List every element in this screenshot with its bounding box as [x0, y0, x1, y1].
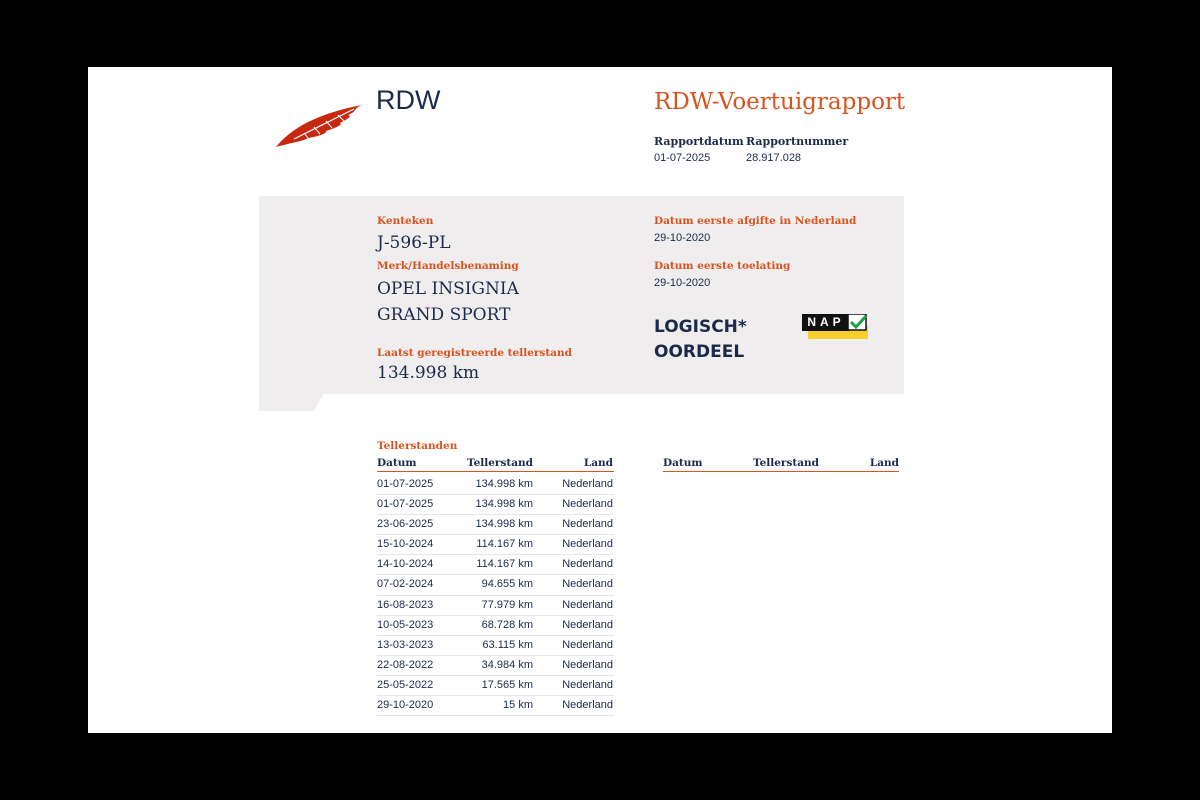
nap-logo-text: NAP [807, 315, 845, 329]
report-date: 01-07-2025 [654, 152, 711, 164]
plate-value: J-596-PL [377, 233, 451, 253]
report-date-label: Rapportdatum [654, 135, 744, 148]
row-date: 10-05-2023 [377, 618, 434, 631]
row-country: Nederland [562, 618, 613, 631]
report-page [88, 67, 1112, 733]
plate-label: Kenteken [377, 215, 434, 227]
table-row [377, 656, 614, 676]
first-issue-nl-value: 29-10-2020 [654, 232, 711, 244]
row-date: 01-07-2025 [377, 478, 434, 490]
report-number: 28.917.028 [746, 152, 802, 164]
col-km-header-right: Tellerstand [752, 457, 819, 469]
report-number-label: Rapportnummer [746, 135, 849, 148]
row-km: 134.998 km [475, 518, 533, 531]
make-line2: GRAND SPORT [377, 305, 511, 325]
row-date: 29-10-2020 [377, 699, 434, 712]
row-km: 134.998 km [475, 498, 533, 511]
vehicle-summary-panel [259, 196, 904, 411]
first-issue-nl-label: Datum eerste afgifte in Nederland [654, 215, 857, 227]
rdw-feather-logo-icon [274, 101, 364, 149]
row-km: 94.655 km [481, 578, 533, 591]
row-date: 15-10-2024 [377, 538, 434, 551]
row-km: 114.167 km [476, 538, 533, 551]
row-km: 17.565 km [481, 678, 533, 691]
table-row [377, 555, 614, 575]
table-row [377, 696, 614, 716]
row-country: Nederland [562, 658, 613, 671]
row-country: Nederland [562, 699, 613, 712]
row-country: Nederland [562, 498, 613, 511]
table-row [377, 575, 614, 595]
col-km-header: Tellerstand [466, 457, 533, 469]
row-km: 68.728 km [481, 618, 533, 631]
table-row [377, 596, 614, 616]
table-header-right [663, 457, 899, 472]
make-line1: OPEL INSIGNIA [377, 279, 519, 299]
verdict [654, 315, 747, 365]
row-date: 16-08-2023 [377, 598, 434, 611]
make-label: Merk/Handelsbenaming [377, 260, 519, 272]
odometer-table-body [377, 475, 614, 716]
odometer-value: 134.998 km [377, 363, 480, 383]
row-country: Nederland [562, 558, 613, 571]
brand-name: RDW [376, 85, 441, 115]
check-icon [848, 314, 868, 332]
nap-check-icon [802, 314, 870, 341]
verdict-line2: OORDEEL [654, 342, 745, 362]
col-date-header: Datum [377, 457, 417, 469]
row-country: Nederland [562, 678, 613, 691]
row-country: Nederland [562, 638, 613, 651]
col-country-header: Land [583, 457, 613, 469]
first-admission-value: 29-10-2020 [654, 277, 711, 289]
table-row [377, 616, 614, 636]
table-row [377, 495, 614, 515]
row-date: 14-10-2024 [377, 558, 434, 571]
row-country: Nederland [562, 598, 613, 611]
col-country-header-right: Land [869, 457, 899, 469]
row-country: Nederland [562, 538, 613, 551]
row-country: Nederland [562, 478, 613, 490]
table-row [377, 515, 614, 535]
row-date: 13-03-2023 [377, 638, 434, 651]
row-date: 25-05-2022 [377, 678, 434, 691]
row-date: 23-06-2025 [377, 518, 434, 531]
row-date: 01-07-2025 [377, 498, 434, 511]
odometer-label: Laatst geregistreerde tellerstand [377, 347, 572, 359]
verdict-line1: LOGISCH* [654, 317, 747, 337]
row-km: 114.167 km [476, 558, 533, 571]
table-row [377, 475, 614, 495]
row-date: 07-02-2024 [377, 578, 434, 591]
col-date-header-right: Datum [663, 457, 703, 469]
row-km: 15 km [503, 699, 533, 712]
row-km: 63.115 km [482, 638, 533, 651]
table-title: Tellerstanden [377, 440, 458, 452]
row-km: 34.984 km [481, 658, 533, 671]
row-country: Nederland [562, 578, 613, 591]
table-header-left [377, 457, 614, 472]
row-date: 22-08-2022 [377, 658, 434, 671]
row-km: 134.998 km [475, 478, 533, 490]
report-title: RDW-Voertuigrapport [654, 89, 906, 115]
table-row [377, 676, 614, 696]
row-km: 77.979 km [481, 598, 533, 611]
table-row [377, 636, 614, 656]
first-admission-label: Datum eerste toelating [654, 260, 791, 272]
table-row [377, 535, 614, 555]
row-country: Nederland [562, 518, 613, 531]
